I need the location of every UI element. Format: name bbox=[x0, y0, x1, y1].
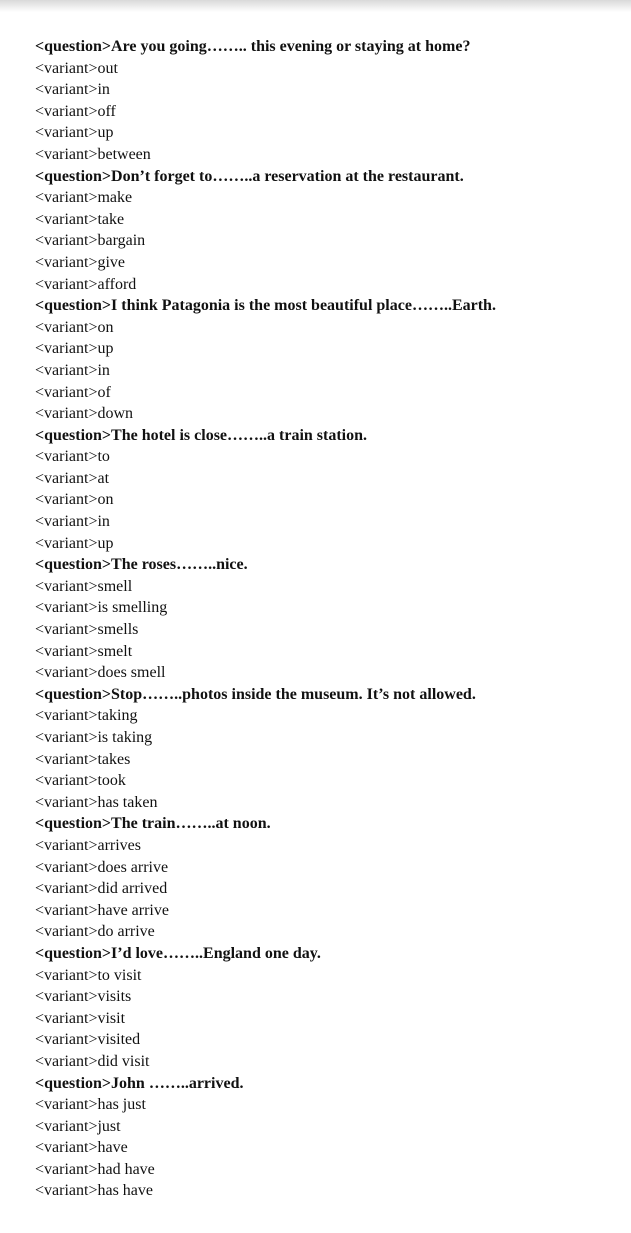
question-text: <question>I’d love……..England one day. bbox=[35, 944, 321, 962]
variant-option: <variant>is smelling bbox=[35, 599, 168, 617]
variant-option: <variant>has taken bbox=[35, 793, 158, 811]
top-shadow bbox=[0, 0, 631, 12]
question-text: <question>John ……..arrived. bbox=[35, 1074, 244, 1092]
variant-option: <variant>smells bbox=[35, 621, 139, 639]
variant-option: <variant>smell bbox=[35, 577, 133, 595]
variant-option: <variant>do arrive bbox=[35, 923, 155, 941]
variant-option: <variant>arrives bbox=[35, 836, 141, 854]
question-text: <question>I think Patagonia is the most beautiful place……..Earth. bbox=[35, 297, 496, 315]
variant-option: <variant>to bbox=[35, 448, 110, 466]
variant-option: <variant>up bbox=[35, 534, 114, 552]
variant-option: <variant>taking bbox=[35, 707, 138, 725]
variant-option: <variant>give bbox=[35, 253, 126, 271]
question-text: <question>Are you going…….. this evening or staying at home? bbox=[35, 38, 471, 55]
question-text: <question>The train……..at noon. bbox=[35, 815, 271, 833]
variant-option: <variant>afford bbox=[35, 275, 137, 293]
variant-option: <variant>smelt bbox=[35, 642, 133, 660]
variant-option: <variant>bargain bbox=[35, 232, 146, 250]
variant-option: <variant>to visit bbox=[35, 966, 142, 984]
variant-option: <variant>visit bbox=[35, 1009, 126, 1027]
variant-option: <variant>does arrive bbox=[35, 858, 169, 876]
variant-option: <variant>in bbox=[35, 513, 110, 531]
variant-option: <variant>had have bbox=[35, 1160, 155, 1178]
document-body bbox=[35, 36, 625, 1202]
question-text: <question>The roses……..nice. bbox=[35, 556, 248, 574]
variant-option: <variant>did arrived bbox=[35, 880, 168, 898]
variant-option: <variant>of bbox=[35, 383, 111, 401]
variant-option: <variant>have bbox=[35, 1139, 128, 1157]
question-text: <question>Don’t forget to……..a reservation at the restaurant. bbox=[35, 167, 464, 185]
variant-option: <variant>has just bbox=[35, 1096, 146, 1114]
variant-option: <variant>visits bbox=[35, 988, 132, 1006]
variant-option: <variant>does smell bbox=[35, 664, 166, 682]
variant-option: <variant>has have bbox=[35, 1182, 153, 1200]
variant-option: <variant>in bbox=[35, 361, 110, 379]
variant-option: <variant>takes bbox=[35, 750, 131, 768]
variant-option: <variant>took bbox=[35, 772, 126, 790]
variant-option: <variant>on bbox=[35, 318, 114, 336]
variant-option: <variant>take bbox=[35, 210, 125, 228]
variant-option: <variant>off bbox=[35, 102, 116, 120]
variant-option: <variant>just bbox=[35, 1117, 121, 1135]
variant-option: <variant>at bbox=[35, 469, 110, 487]
question-text: <question>Stop……..photos inside the museum. It’s not allowed. bbox=[35, 685, 476, 703]
variant-option: <variant>between bbox=[35, 145, 151, 163]
variant-option: <variant>in bbox=[35, 81, 110, 99]
variant-option: <variant>visited bbox=[35, 1031, 141, 1049]
variant-option: <variant>up bbox=[35, 124, 114, 142]
variant-option: <variant>out bbox=[35, 59, 118, 77]
variant-option: <variant>down bbox=[35, 405, 134, 423]
variant-option: <variant>make bbox=[35, 189, 133, 207]
variant-option: <variant>on bbox=[35, 491, 114, 509]
variant-option: <variant>have arrive bbox=[35, 901, 169, 919]
variant-option: <variant>is taking bbox=[35, 729, 153, 746]
variant-option: <variant>did visit bbox=[35, 1052, 150, 1070]
variant-option: <variant>up bbox=[35, 340, 114, 358]
question-text: <question>The hotel is close……..a train station. bbox=[35, 426, 368, 444]
